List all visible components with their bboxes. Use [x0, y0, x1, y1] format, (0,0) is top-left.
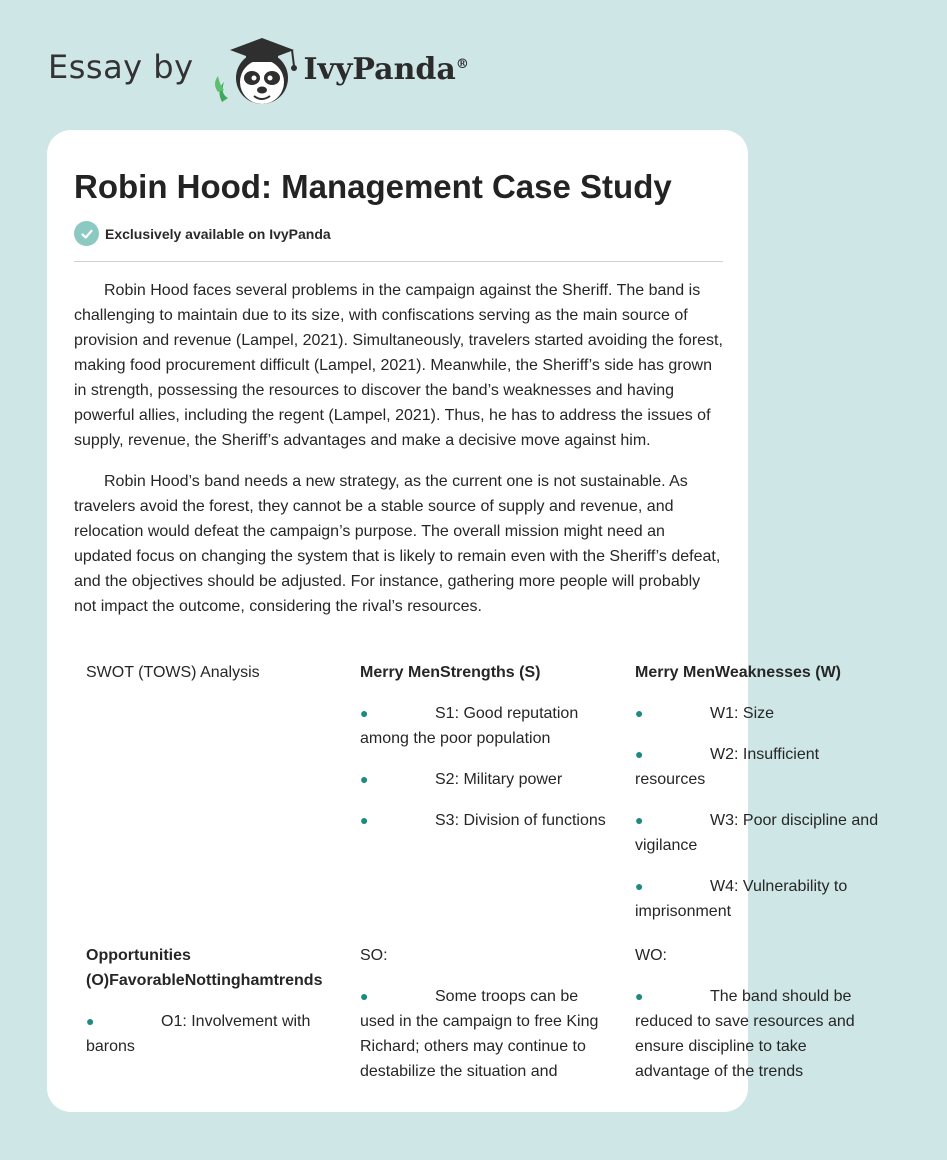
bullet-icon: ●	[635, 746, 644, 762]
list-item	[360, 767, 610, 792]
list-item	[635, 984, 885, 1084]
registered-mark: ®	[455, 56, 469, 72]
bullet-icon: ●	[360, 705, 369, 721]
list-item-text: S3: Division of functions	[435, 812, 606, 829]
list-item	[360, 701, 610, 751]
panda-logo-icon[interactable]	[208, 32, 300, 112]
swot-corner-cell	[86, 660, 336, 685]
essay-by-label: Essay by	[48, 48, 194, 86]
wo-cell	[635, 943, 885, 1084]
list-item	[86, 1009, 336, 1059]
list-item-text: S2: Military power	[435, 771, 563, 788]
list-item-text: W3: Poor discipline and vigilance	[635, 812, 879, 854]
list-item-text: W2: Insufficient resources	[635, 746, 820, 788]
opportunities-header: Opportunities (O)FavorableNottinghamtrends	[86, 947, 323, 989]
bullet-icon: ●	[635, 988, 644, 1004]
list-item	[360, 808, 610, 833]
list-item-text: W4: Vulnerability to imprisonment	[635, 878, 848, 920]
exclusive-badge	[74, 221, 331, 246]
page-title: Robin Hood: Management Case Study	[74, 168, 672, 205]
list-item	[635, 701, 885, 726]
opportunities-cell	[86, 943, 336, 1059]
bullet-icon: ●	[635, 812, 644, 828]
strengths-cell	[360, 660, 610, 833]
brand-name[interactable]	[304, 52, 469, 87]
list-item	[635, 808, 885, 858]
list-item-text: Some troops can be used in the campaign to free King Richard; others may continue to destabilize the situation and	[360, 988, 599, 1080]
bullet-icon: ●	[360, 812, 369, 828]
list-item-text: O1: Involvement with barons	[86, 1013, 311, 1055]
essay-body	[74, 278, 724, 635]
essay-card	[47, 130, 879, 1112]
list-item	[635, 874, 885, 924]
list-item-text: The band should be reduced to save resources and ensure discipline to take advantage of the trends	[635, 988, 855, 1080]
list-item-text: S1: Good reputation among the poor population	[360, 705, 579, 747]
so-cell	[360, 943, 610, 1084]
list-item	[360, 984, 610, 1084]
paragraph: Robin Hood faces several problems in the campaign against the Sheriff. The band is challenging to maintain due to its size, with confiscations serving as the main source of provision and revenue (Lampel, 2021). Simultaneously, travelers started avoiding the forest, making food procurement difficult (Lampel, 2021). Meanwhile, the Sheriff’s side has grown in strength, possessing the resources to discover the band’s weaknesses and having powerful allies, including the regent (Lampel, 2021). Thus, he has to address the issues of supply, revenue, the Sheriff’s advantages and make a decisive move against him.	[74, 282, 723, 449]
bullet-icon: ●	[635, 705, 644, 721]
weaknesses-header: Merry MenWeaknesses (W)	[635, 664, 841, 681]
paragraph: Robin Hood’s band needs a new strategy, as the current one is not sustainable. As travelers avoid the forest, they cannot be a stable source of supply and revenue, and relocation would defeat the campaign’s purpose. The overall mission might need an updated focus on changing the system that is likely to remain even with the Sheriff’s defeat, and the objectives should be adjusted. For instance, gathering more people will probably not impact the outcome, considering the rival’s resources.	[74, 473, 721, 615]
so-label: SO:	[360, 947, 388, 964]
list-item-text: W1: Size	[710, 705, 775, 722]
bullet-icon: ●	[360, 988, 369, 1004]
wo-label: WO:	[635, 947, 667, 964]
list-item	[635, 742, 885, 792]
swot-corner-label: SWOT (TOWS) Analysis	[86, 664, 260, 681]
weaknesses-cell	[635, 660, 935, 924]
site-header	[48, 32, 469, 112]
exclusive-label: Exclusively available on IvyPanda	[105, 225, 331, 242]
swot-table	[47, 660, 947, 1120]
strengths-header: Merry MenStrengths (S)	[360, 664, 541, 681]
bullet-icon: ●	[86, 1013, 95, 1029]
divider	[74, 261, 723, 262]
brand-label: IvyPanda	[303, 51, 456, 87]
bullet-icon: ●	[635, 878, 644, 894]
check-icon	[74, 221, 99, 246]
bullet-icon: ●	[360, 771, 369, 787]
